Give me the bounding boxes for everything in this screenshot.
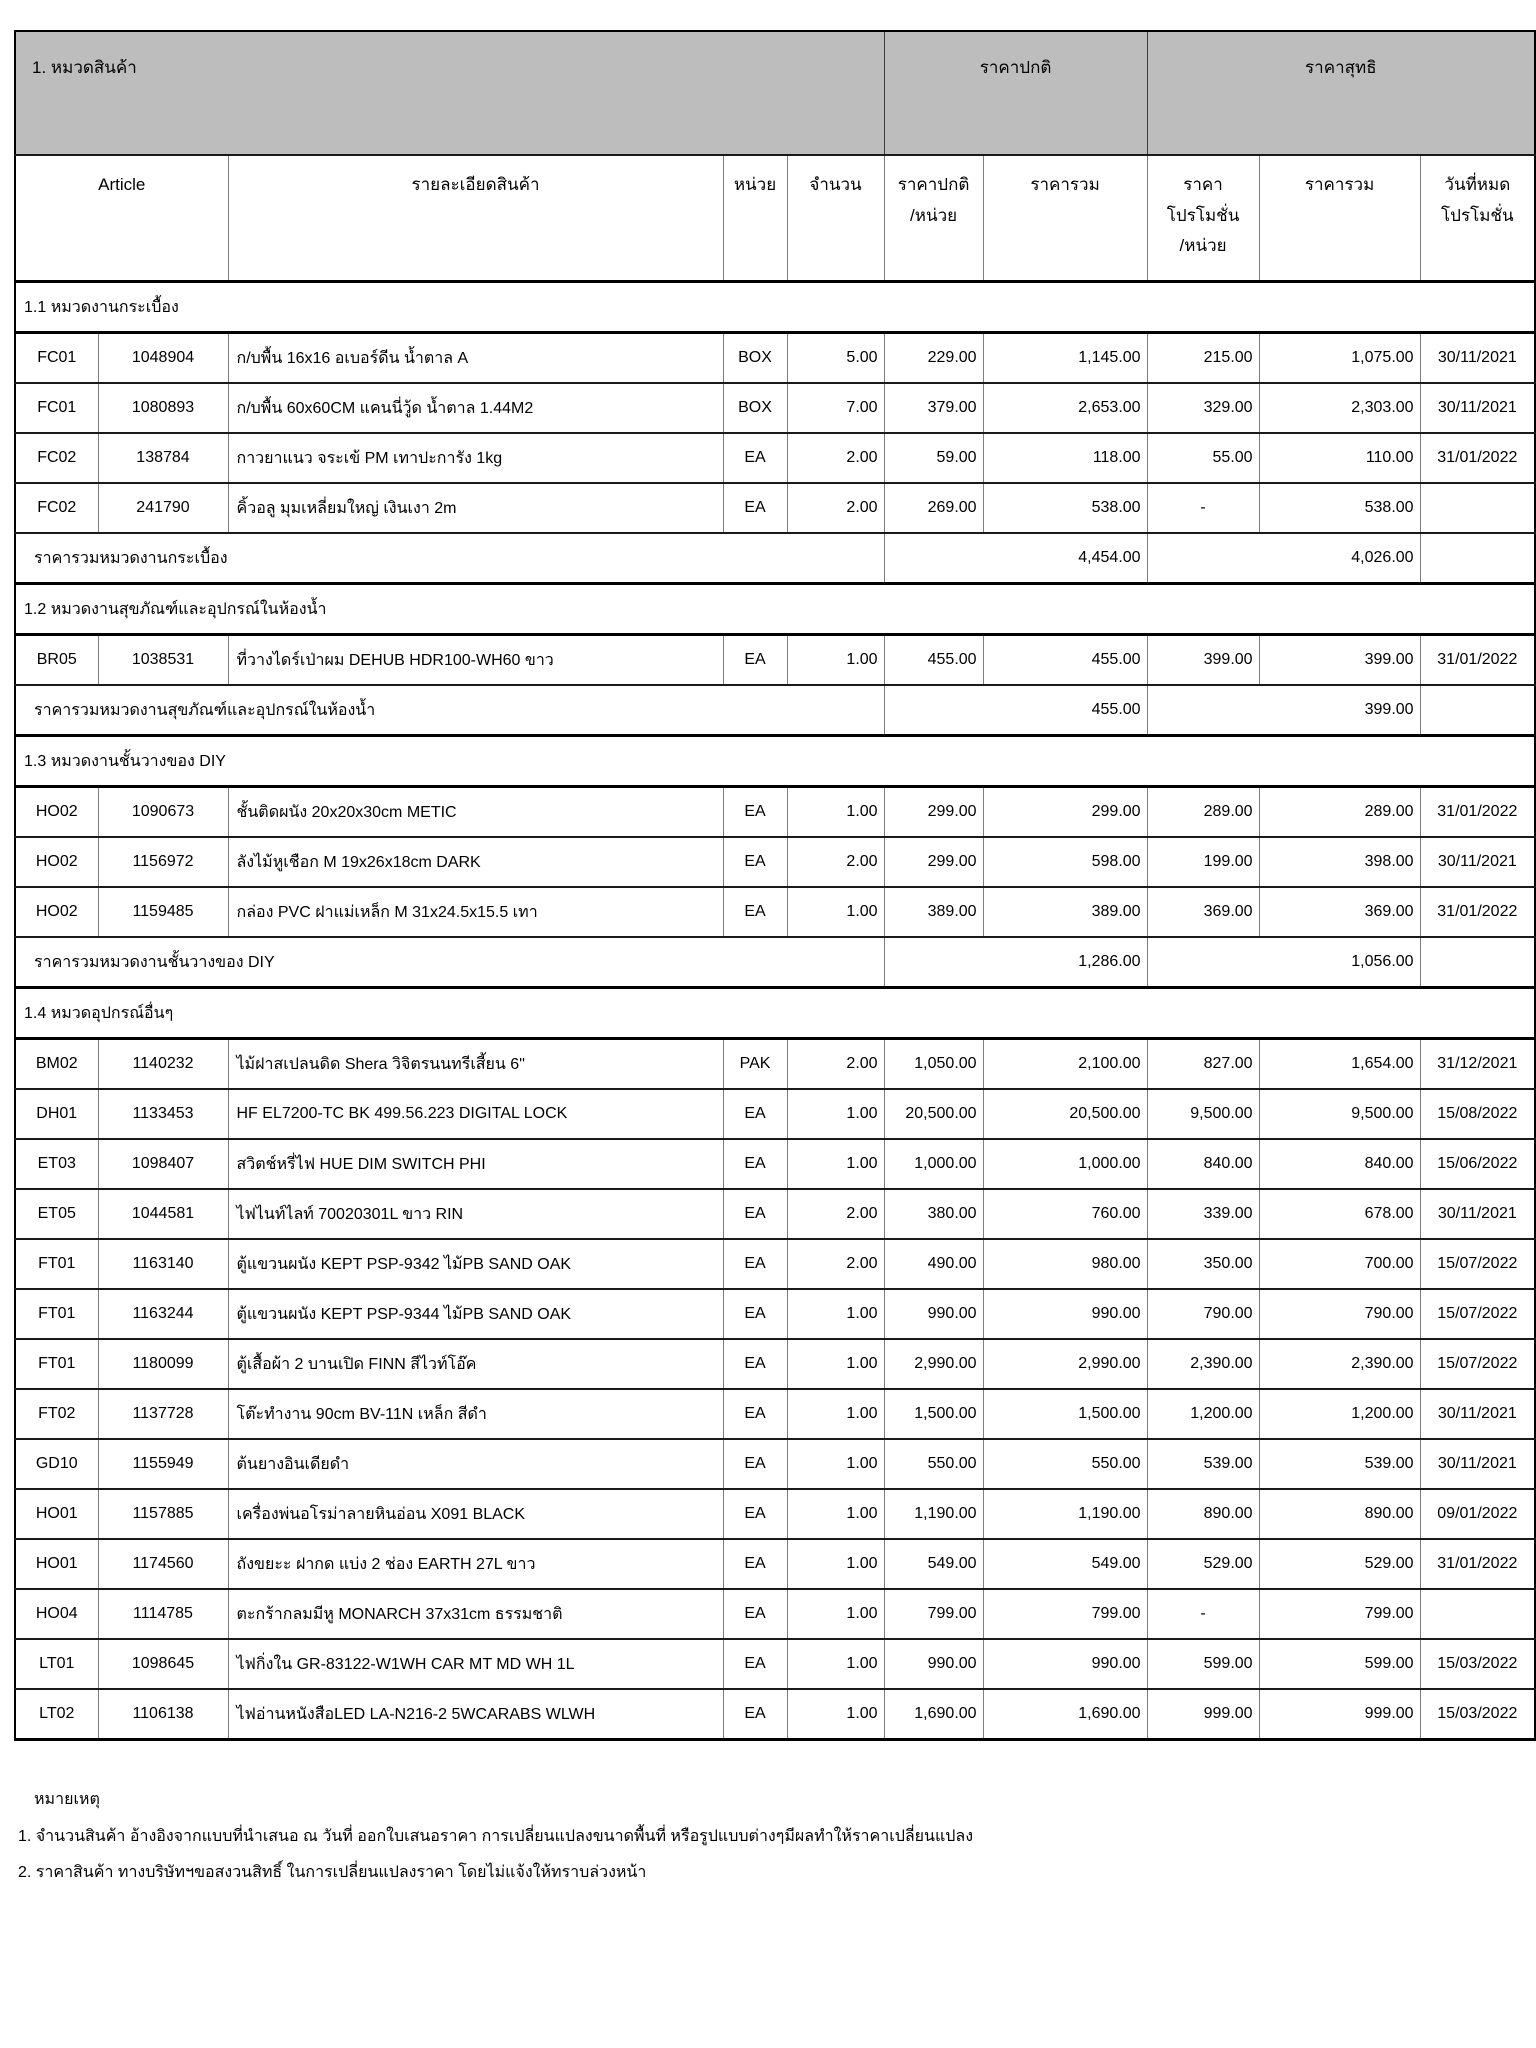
table-row bbox=[15, 1689, 1535, 1740]
item-promo-unit-price: 350.00 bbox=[1147, 1239, 1259, 1289]
item-article-number: 1080893 bbox=[98, 383, 228, 433]
item-category-code: BR05 bbox=[15, 635, 98, 686]
item-normal-unit-price: 549.00 bbox=[884, 1539, 983, 1589]
subtotal-label: ราคารวมหมวดงานชั้นวางของ DIY bbox=[15, 937, 884, 988]
item-normal-unit-price: 2,990.00 bbox=[884, 1339, 983, 1389]
item-normal-unit-price: 20,500.00 bbox=[884, 1089, 983, 1139]
item-quantity: 2.00 bbox=[787, 837, 884, 887]
item-net-total: 1,200.00 bbox=[1259, 1389, 1420, 1439]
item-net-total: 1,654.00 bbox=[1259, 1039, 1420, 1090]
item-quantity: 5.00 bbox=[787, 333, 884, 384]
item-promo-unit-price: 999.00 bbox=[1147, 1689, 1259, 1740]
item-category-code: FC01 bbox=[15, 383, 98, 433]
item-description: ไฟกิ่งใน GR-83122-W1WH CAR MT MD WH 1L bbox=[228, 1639, 723, 1689]
item-normal-unit-price: 59.00 bbox=[884, 433, 983, 483]
section-header-row bbox=[15, 736, 1535, 787]
item-quantity: 1.00 bbox=[787, 635, 884, 686]
item-category-code: ET03 bbox=[15, 1139, 98, 1189]
item-article-number: 1140232 bbox=[98, 1039, 228, 1090]
item-description: ที่วางไดร์เป่าผม DEHUB HDR100-WH60 ขาว bbox=[228, 635, 723, 686]
item-description: ไฟอ่านหนังสือLED LA-N216-2 5WCARABS WLWH bbox=[228, 1689, 723, 1740]
item-category-code: FT01 bbox=[15, 1239, 98, 1289]
band-normal-price-label: ราคาปกติ bbox=[884, 31, 1147, 155]
section-header-row bbox=[15, 988, 1535, 1039]
item-description: ลังไม้หูเชือก M 19x26x18cm DARK bbox=[228, 837, 723, 887]
item-description: ต้นยางอินเดียดำ bbox=[228, 1439, 723, 1489]
item-net-total: 678.00 bbox=[1259, 1189, 1420, 1239]
item-unit: EA bbox=[723, 1439, 787, 1489]
item-normal-total: 550.00 bbox=[983, 1439, 1147, 1489]
item-normal-unit-price: 1,050.00 bbox=[884, 1039, 983, 1090]
item-normal-unit-price: 269.00 bbox=[884, 483, 983, 533]
item-unit: EA bbox=[723, 483, 787, 533]
band-net-price-label: ราคาสุทธิ bbox=[1147, 31, 1535, 155]
subtotal-normal-total: 1,286.00 bbox=[884, 937, 1147, 988]
item-net-total: 599.00 bbox=[1259, 1639, 1420, 1689]
item-article-number: 1090673 bbox=[98, 787, 228, 838]
item-promo-end-date: 15/06/2022 bbox=[1420, 1139, 1535, 1189]
item-normal-total: 389.00 bbox=[983, 887, 1147, 937]
section-header-row bbox=[15, 584, 1535, 635]
item-normal-total: 799.00 bbox=[983, 1589, 1147, 1639]
item-unit: BOX bbox=[723, 333, 787, 384]
item-normal-unit-price: 455.00 bbox=[884, 635, 983, 686]
item-description: ก/บพื้น 16x16 อเบอร์ดีน น้ำตาล A bbox=[228, 333, 723, 384]
item-promo-end-date: 30/11/2021 bbox=[1420, 837, 1535, 887]
item-article-number: 1163140 bbox=[98, 1239, 228, 1289]
item-normal-total: 1,190.00 bbox=[983, 1489, 1147, 1539]
item-promo-unit-price: 215.00 bbox=[1147, 333, 1259, 384]
item-promo-unit-price: 827.00 bbox=[1147, 1039, 1259, 1090]
item-article-number: 1174560 bbox=[98, 1539, 228, 1589]
item-normal-unit-price: 299.00 bbox=[884, 837, 983, 887]
item-quantity: 1.00 bbox=[787, 887, 884, 937]
item-article-number: 1098645 bbox=[98, 1639, 228, 1689]
table-row bbox=[15, 1389, 1535, 1439]
item-category-code: FC01 bbox=[15, 333, 98, 384]
item-net-total: 110.00 bbox=[1259, 433, 1420, 483]
item-normal-total: 990.00 bbox=[983, 1639, 1147, 1689]
table-row bbox=[15, 1089, 1535, 1139]
item-promo-unit-price: 529.00 bbox=[1147, 1539, 1259, 1589]
item-category-code: DH01 bbox=[15, 1089, 98, 1139]
item-category-code: LT01 bbox=[15, 1639, 98, 1689]
item-category-code: HO02 bbox=[15, 787, 98, 838]
item-description: ถังขยะะ ฝากด แบ่ง 2 ช่อง EARTH 27L ขาว bbox=[228, 1539, 723, 1589]
item-unit: EA bbox=[723, 433, 787, 483]
band-products-label: 1. หมวดสินค้า bbox=[15, 31, 884, 155]
item-article-number: 1038531 bbox=[98, 635, 228, 686]
item-quantity: 1.00 bbox=[787, 1639, 884, 1689]
table-row bbox=[15, 635, 1535, 686]
item-promo-end-date: 30/11/2021 bbox=[1420, 333, 1535, 384]
item-category-code: HO02 bbox=[15, 837, 98, 887]
column-header-row bbox=[15, 155, 1535, 282]
item-net-total: 790.00 bbox=[1259, 1289, 1420, 1339]
item-quantity: 2.00 bbox=[787, 433, 884, 483]
table-row bbox=[15, 887, 1535, 937]
item-promo-end-date: 31/01/2022 bbox=[1420, 887, 1535, 937]
item-promo-end-date: 15/03/2022 bbox=[1420, 1639, 1535, 1689]
item-net-total: 9,500.00 bbox=[1259, 1089, 1420, 1139]
item-unit: EA bbox=[723, 1639, 787, 1689]
item-article-number: 1114785 bbox=[98, 1589, 228, 1639]
item-unit: EA bbox=[723, 1189, 787, 1239]
item-unit: EA bbox=[723, 1489, 787, 1539]
subtotal-net-total: 399.00 bbox=[1147, 685, 1420, 736]
item-promo-unit-price: 890.00 bbox=[1147, 1489, 1259, 1539]
item-quantity: 1.00 bbox=[787, 1689, 884, 1740]
item-description: ตะกร้ากลมมีหู MONARCH 37x31cm ธรรมชาติ bbox=[228, 1589, 723, 1639]
item-description: สวิตช์หรี่ไฟ HUE DIM SWITCH PHI bbox=[228, 1139, 723, 1189]
item-promo-unit-price: 599.00 bbox=[1147, 1639, 1259, 1689]
item-normal-total: 455.00 bbox=[983, 635, 1147, 686]
col-header-normal-total: ราคารวม bbox=[983, 155, 1147, 282]
item-promo-unit-price: 840.00 bbox=[1147, 1139, 1259, 1189]
item-normal-total: 990.00 bbox=[983, 1289, 1147, 1339]
item-net-total: 398.00 bbox=[1259, 837, 1420, 887]
item-article-number: 1106138 bbox=[98, 1689, 228, 1740]
item-promo-end-date bbox=[1420, 1589, 1535, 1639]
item-promo-unit-price: 399.00 bbox=[1147, 635, 1259, 686]
item-category-code: HO02 bbox=[15, 887, 98, 937]
item-unit: EA bbox=[723, 635, 787, 686]
item-description: ก/บพื้น 60x60CM แคนนี่วู้ด น้ำตาล 1.44M2 bbox=[228, 383, 723, 433]
table-row bbox=[15, 1489, 1535, 1539]
item-quantity: 2.00 bbox=[787, 1039, 884, 1090]
item-quantity: 2.00 bbox=[787, 483, 884, 533]
item-normal-total: 2,653.00 bbox=[983, 383, 1147, 433]
item-normal-total: 118.00 bbox=[983, 433, 1147, 483]
col-header-net-total: ราคารวม bbox=[1259, 155, 1420, 282]
item-unit: PAK bbox=[723, 1039, 787, 1090]
item-article-number: 1133453 bbox=[98, 1089, 228, 1139]
item-article-number: 1163244 bbox=[98, 1289, 228, 1339]
item-normal-unit-price: 550.00 bbox=[884, 1439, 983, 1489]
item-net-total: 890.00 bbox=[1259, 1489, 1420, 1539]
table-row bbox=[15, 1639, 1535, 1689]
item-description: ตู้แขวนผนัง KEPT PSP-9344 ไม้PB SAND OAK bbox=[228, 1289, 723, 1339]
item-promo-end-date: 15/03/2022 bbox=[1420, 1689, 1535, 1740]
item-net-total: 369.00 bbox=[1259, 887, 1420, 937]
item-unit: EA bbox=[723, 1389, 787, 1439]
item-category-code: LT02 bbox=[15, 1689, 98, 1740]
item-promo-unit-price: 1,200.00 bbox=[1147, 1389, 1259, 1439]
col-header-promo-end-date: วันที่หมด โปรโมชั่น bbox=[1420, 155, 1535, 282]
item-description: โต๊ะทำงาน 90cm BV-11N เหล็ก สีดำ bbox=[228, 1389, 723, 1439]
col-header-unit: หน่วย bbox=[723, 155, 787, 282]
subtotal-empty-cell bbox=[1420, 937, 1535, 988]
subtotal-net-total: 1,056.00 bbox=[1147, 937, 1420, 988]
item-net-total: 2,390.00 bbox=[1259, 1339, 1420, 1389]
item-quantity: 1.00 bbox=[787, 1339, 884, 1389]
item-net-total: 999.00 bbox=[1259, 1689, 1420, 1740]
subtotal-normal-total: 4,454.00 bbox=[884, 533, 1147, 584]
item-article-number: 138784 bbox=[98, 433, 228, 483]
item-quantity: 1.00 bbox=[787, 1489, 884, 1539]
item-net-total: 700.00 bbox=[1259, 1239, 1420, 1289]
note-line-2: 2. ราคาสินค้า ทางบริษัทฯขอสงวนสิทธิ์ ในการเปลี่ยนแปลงราคา โดยไม่แจ้งให้ทราบล่วงหน้า bbox=[18, 1864, 647, 1882]
item-normal-unit-price: 490.00 bbox=[884, 1239, 983, 1289]
item-promo-unit-price: - bbox=[1147, 483, 1259, 533]
item-article-number: 1155949 bbox=[98, 1439, 228, 1489]
item-normal-total: 980.00 bbox=[983, 1239, 1147, 1289]
item-promo-unit-price: 289.00 bbox=[1147, 787, 1259, 838]
item-normal-total: 1,145.00 bbox=[983, 333, 1147, 384]
item-article-number: 1044581 bbox=[98, 1189, 228, 1239]
section-subtotal-row bbox=[15, 533, 1535, 584]
item-normal-total: 2,100.00 bbox=[983, 1039, 1147, 1090]
item-net-total: 289.00 bbox=[1259, 787, 1420, 838]
table-row bbox=[15, 1289, 1535, 1339]
item-unit: EA bbox=[723, 1089, 787, 1139]
item-promo-end-date: 31/01/2022 bbox=[1420, 787, 1535, 838]
item-promo-end-date: 30/11/2021 bbox=[1420, 1439, 1535, 1489]
item-quantity: 2.00 bbox=[787, 1189, 884, 1239]
item-promo-end-date: 15/08/2022 bbox=[1420, 1089, 1535, 1139]
item-normal-total: 760.00 bbox=[983, 1189, 1147, 1239]
item-quantity: 1.00 bbox=[787, 1289, 884, 1339]
item-description: กาวยาแนว จระเข้ PM เทาปะการัง 1kg bbox=[228, 433, 723, 483]
table-row bbox=[15, 1139, 1535, 1189]
table-row bbox=[15, 333, 1535, 384]
item-normal-unit-price: 379.00 bbox=[884, 383, 983, 433]
table-row bbox=[15, 837, 1535, 887]
section-title: 1.4 หมวดอุปกรณ์อื่นๆ bbox=[15, 988, 1535, 1039]
table-row bbox=[15, 483, 1535, 533]
item-quantity: 2.00 bbox=[787, 1239, 884, 1289]
item-unit: EA bbox=[723, 1339, 787, 1389]
item-category-code: BM02 bbox=[15, 1039, 98, 1090]
item-normal-unit-price: 1,190.00 bbox=[884, 1489, 983, 1539]
item-unit: EA bbox=[723, 1589, 787, 1639]
table-row bbox=[15, 1189, 1535, 1239]
col-header-description: รายละเอียดสินค้า bbox=[228, 155, 723, 282]
item-quantity: 1.00 bbox=[787, 1389, 884, 1439]
item-normal-total: 538.00 bbox=[983, 483, 1147, 533]
item-article-number: 241790 bbox=[98, 483, 228, 533]
item-promo-unit-price: 329.00 bbox=[1147, 383, 1259, 433]
item-normal-total: 598.00 bbox=[983, 837, 1147, 887]
footer-notes bbox=[14, 1787, 1536, 1885]
table-row bbox=[15, 1539, 1535, 1589]
item-quantity: 7.00 bbox=[787, 383, 884, 433]
item-normal-unit-price: 299.00 bbox=[884, 787, 983, 838]
col-header-promo-unit-price: ราคา โปรโมชั่น /หน่วย bbox=[1147, 155, 1259, 282]
table-row bbox=[15, 1589, 1535, 1639]
item-quantity: 1.00 bbox=[787, 1439, 884, 1489]
item-net-total: 399.00 bbox=[1259, 635, 1420, 686]
subtotal-label: ราคารวมหมวดงานสุขภัณฑ์และอุปกรณ์ในห้องน้ำ bbox=[15, 685, 884, 736]
item-promo-end-date: 15/07/2022 bbox=[1420, 1339, 1535, 1389]
item-unit: EA bbox=[723, 887, 787, 937]
item-article-number: 1159485 bbox=[98, 887, 228, 937]
item-article-number: 1098407 bbox=[98, 1139, 228, 1189]
item-promo-end-date: 31/01/2022 bbox=[1420, 433, 1535, 483]
item-category-code: FC02 bbox=[15, 483, 98, 533]
table-row bbox=[15, 433, 1535, 483]
item-unit: EA bbox=[723, 1689, 787, 1740]
item-net-total: 840.00 bbox=[1259, 1139, 1420, 1189]
item-normal-total: 299.00 bbox=[983, 787, 1147, 838]
item-promo-unit-price: 539.00 bbox=[1147, 1439, 1259, 1489]
item-net-total: 529.00 bbox=[1259, 1539, 1420, 1589]
item-unit: EA bbox=[723, 787, 787, 838]
section-subtotal-row bbox=[15, 937, 1535, 988]
item-normal-total: 1,500.00 bbox=[983, 1389, 1147, 1439]
item-promo-unit-price: 369.00 bbox=[1147, 887, 1259, 937]
item-description: ไฟไนท์ไลท์ 70020301L ขาว RIN bbox=[228, 1189, 723, 1239]
item-promo-unit-price: 2,390.00 bbox=[1147, 1339, 1259, 1389]
item-normal-unit-price: 1,000.00 bbox=[884, 1139, 983, 1189]
subtotal-label: ราคารวมหมวดงานกระเบื้อง bbox=[15, 533, 884, 584]
item-promo-end-date: 30/11/2021 bbox=[1420, 1389, 1535, 1439]
item-promo-unit-price: 339.00 bbox=[1147, 1189, 1259, 1239]
section-title: 1.3 หมวดงานชั้นวางของ DIY bbox=[15, 736, 1535, 787]
item-promo-end-date: 31/12/2021 bbox=[1420, 1039, 1535, 1090]
table-row bbox=[15, 1039, 1535, 1090]
item-normal-unit-price: 990.00 bbox=[884, 1639, 983, 1689]
item-category-code: GD10 bbox=[15, 1439, 98, 1489]
subtotal-normal-total: 455.00 bbox=[884, 685, 1147, 736]
subtotal-empty-cell bbox=[1420, 533, 1535, 584]
table-row bbox=[15, 1339, 1535, 1389]
item-normal-total: 20,500.00 bbox=[983, 1089, 1147, 1139]
item-description: ไม้ฝาสเปลนดิด Shera วิจิตรนนทรีเสี้ยน 6" bbox=[228, 1039, 723, 1090]
col-header-normal-unit-price: ราคาปกติ /หน่วย bbox=[884, 155, 983, 282]
item-category-code: ET05 bbox=[15, 1189, 98, 1239]
item-normal-total: 1,690.00 bbox=[983, 1689, 1147, 1740]
table-row bbox=[15, 1439, 1535, 1489]
table-row bbox=[15, 787, 1535, 838]
item-description: ชั้นติดผนัง 20x20x30cm METIC bbox=[228, 787, 723, 838]
item-net-total: 799.00 bbox=[1259, 1589, 1420, 1639]
item-promo-end-date: 15/07/2022 bbox=[1420, 1239, 1535, 1289]
item-promo-end-date: 30/11/2021 bbox=[1420, 383, 1535, 433]
section-title: 1.2 หมวดงานสุขภัณฑ์และอุปกรณ์ในห้องน้ำ bbox=[15, 584, 1535, 635]
item-category-code: FT01 bbox=[15, 1289, 98, 1339]
item-normal-total: 549.00 bbox=[983, 1539, 1147, 1589]
item-unit: EA bbox=[723, 1289, 787, 1339]
item-description: HF EL7200-TC BK 499.56.223 DIGITAL LOCK bbox=[228, 1089, 723, 1139]
item-article-number: 1180099 bbox=[98, 1339, 228, 1389]
item-normal-unit-price: 229.00 bbox=[884, 333, 983, 384]
item-promo-unit-price: 9,500.00 bbox=[1147, 1089, 1259, 1139]
item-article-number: 1157885 bbox=[98, 1489, 228, 1539]
item-article-number: 1156972 bbox=[98, 837, 228, 887]
item-normal-unit-price: 990.00 bbox=[884, 1289, 983, 1339]
item-article-number: 1048904 bbox=[98, 333, 228, 384]
item-net-total: 1,075.00 bbox=[1259, 333, 1420, 384]
item-quantity: 1.00 bbox=[787, 1539, 884, 1589]
subtotal-net-total: 4,026.00 bbox=[1147, 533, 1420, 584]
notes-heading: หมายเหตุ bbox=[34, 1791, 100, 1808]
subtotal-empty-cell bbox=[1420, 685, 1535, 736]
item-normal-unit-price: 799.00 bbox=[884, 1589, 983, 1639]
item-normal-total: 2,990.00 bbox=[983, 1339, 1147, 1389]
item-quantity: 1.00 bbox=[787, 1589, 884, 1639]
item-unit: EA bbox=[723, 1139, 787, 1189]
item-quantity: 1.00 bbox=[787, 787, 884, 838]
item-description: ตู้แขวนผนัง KEPT PSP-9342 ไม้PB SAND OAK bbox=[228, 1239, 723, 1289]
item-promo-unit-price: 199.00 bbox=[1147, 837, 1259, 887]
section-title: 1.1 หมวดงานกระเบื้อง bbox=[15, 282, 1535, 333]
item-category-code: HO01 bbox=[15, 1489, 98, 1539]
item-normal-total: 1,000.00 bbox=[983, 1139, 1147, 1189]
item-description: คิ้วอลู มุมเหลี่ยมใหญ่ เงินเงา 2m bbox=[228, 483, 723, 533]
item-description: ตู้เสื้อผ้า 2 บานเปิด FINN สีไวท์โอ๊ค bbox=[228, 1339, 723, 1389]
item-unit: EA bbox=[723, 1539, 787, 1589]
item-description: เครื่องพ่นอโรม่าลายหินอ่อน X091 BLACK bbox=[228, 1489, 723, 1539]
item-normal-unit-price: 1,690.00 bbox=[884, 1689, 983, 1740]
note-line-1: 1. จำนวนสินค้า อ้างอิงจากแบบที่นำเสนอ ณ วันที่ ออกใบเสนอราคา การเปลี่ยนแปลงขนาดพื้นที่ หรือรูปแบบต่างๆมีผลทำให้ราคาเปลี่ยนแปลง bbox=[18, 1828, 974, 1845]
item-article-number: 1137728 bbox=[98, 1389, 228, 1439]
section-subtotal-row bbox=[15, 685, 1535, 736]
item-quantity: 1.00 bbox=[787, 1139, 884, 1189]
item-category-code: FC02 bbox=[15, 433, 98, 483]
col-header-article: Article bbox=[15, 155, 228, 282]
item-promo-unit-price: 55.00 bbox=[1147, 433, 1259, 483]
item-promo-end-date: 31/01/2022 bbox=[1420, 1539, 1535, 1589]
item-category-code: HO01 bbox=[15, 1539, 98, 1589]
item-unit: EA bbox=[723, 1239, 787, 1289]
item-description: กล่อง PVC ฝาแม่เหล็ก M 31x24.5x15.5 เทา bbox=[228, 887, 723, 937]
price-table bbox=[14, 30, 1536, 1741]
col-header-quantity: จำนวน bbox=[787, 155, 884, 282]
table-row bbox=[15, 383, 1535, 433]
item-promo-end-date: 31/01/2022 bbox=[1420, 635, 1535, 686]
item-unit: EA bbox=[723, 837, 787, 887]
item-net-total: 539.00 bbox=[1259, 1439, 1420, 1489]
item-normal-unit-price: 380.00 bbox=[884, 1189, 983, 1239]
item-net-total: 538.00 bbox=[1259, 483, 1420, 533]
section-header-row bbox=[15, 282, 1535, 333]
item-unit: BOX bbox=[723, 383, 787, 433]
item-normal-unit-price: 1,500.00 bbox=[884, 1389, 983, 1439]
item-category-code: HO04 bbox=[15, 1589, 98, 1639]
item-quantity: 1.00 bbox=[787, 1089, 884, 1139]
item-net-total: 2,303.00 bbox=[1259, 383, 1420, 433]
item-promo-end-date: 15/07/2022 bbox=[1420, 1289, 1535, 1339]
item-promo-end-date: 09/01/2022 bbox=[1420, 1489, 1535, 1539]
item-category-code: FT01 bbox=[15, 1339, 98, 1389]
item-promo-unit-price: - bbox=[1147, 1589, 1259, 1639]
item-promo-unit-price: 790.00 bbox=[1147, 1289, 1259, 1339]
item-normal-unit-price: 389.00 bbox=[884, 887, 983, 937]
table-row bbox=[15, 1239, 1535, 1289]
item-category-code: FT02 bbox=[15, 1389, 98, 1439]
item-promo-end-date: 30/11/2021 bbox=[1420, 1189, 1535, 1239]
group-header-row bbox=[15, 31, 1535, 155]
item-promo-end-date bbox=[1420, 483, 1535, 533]
